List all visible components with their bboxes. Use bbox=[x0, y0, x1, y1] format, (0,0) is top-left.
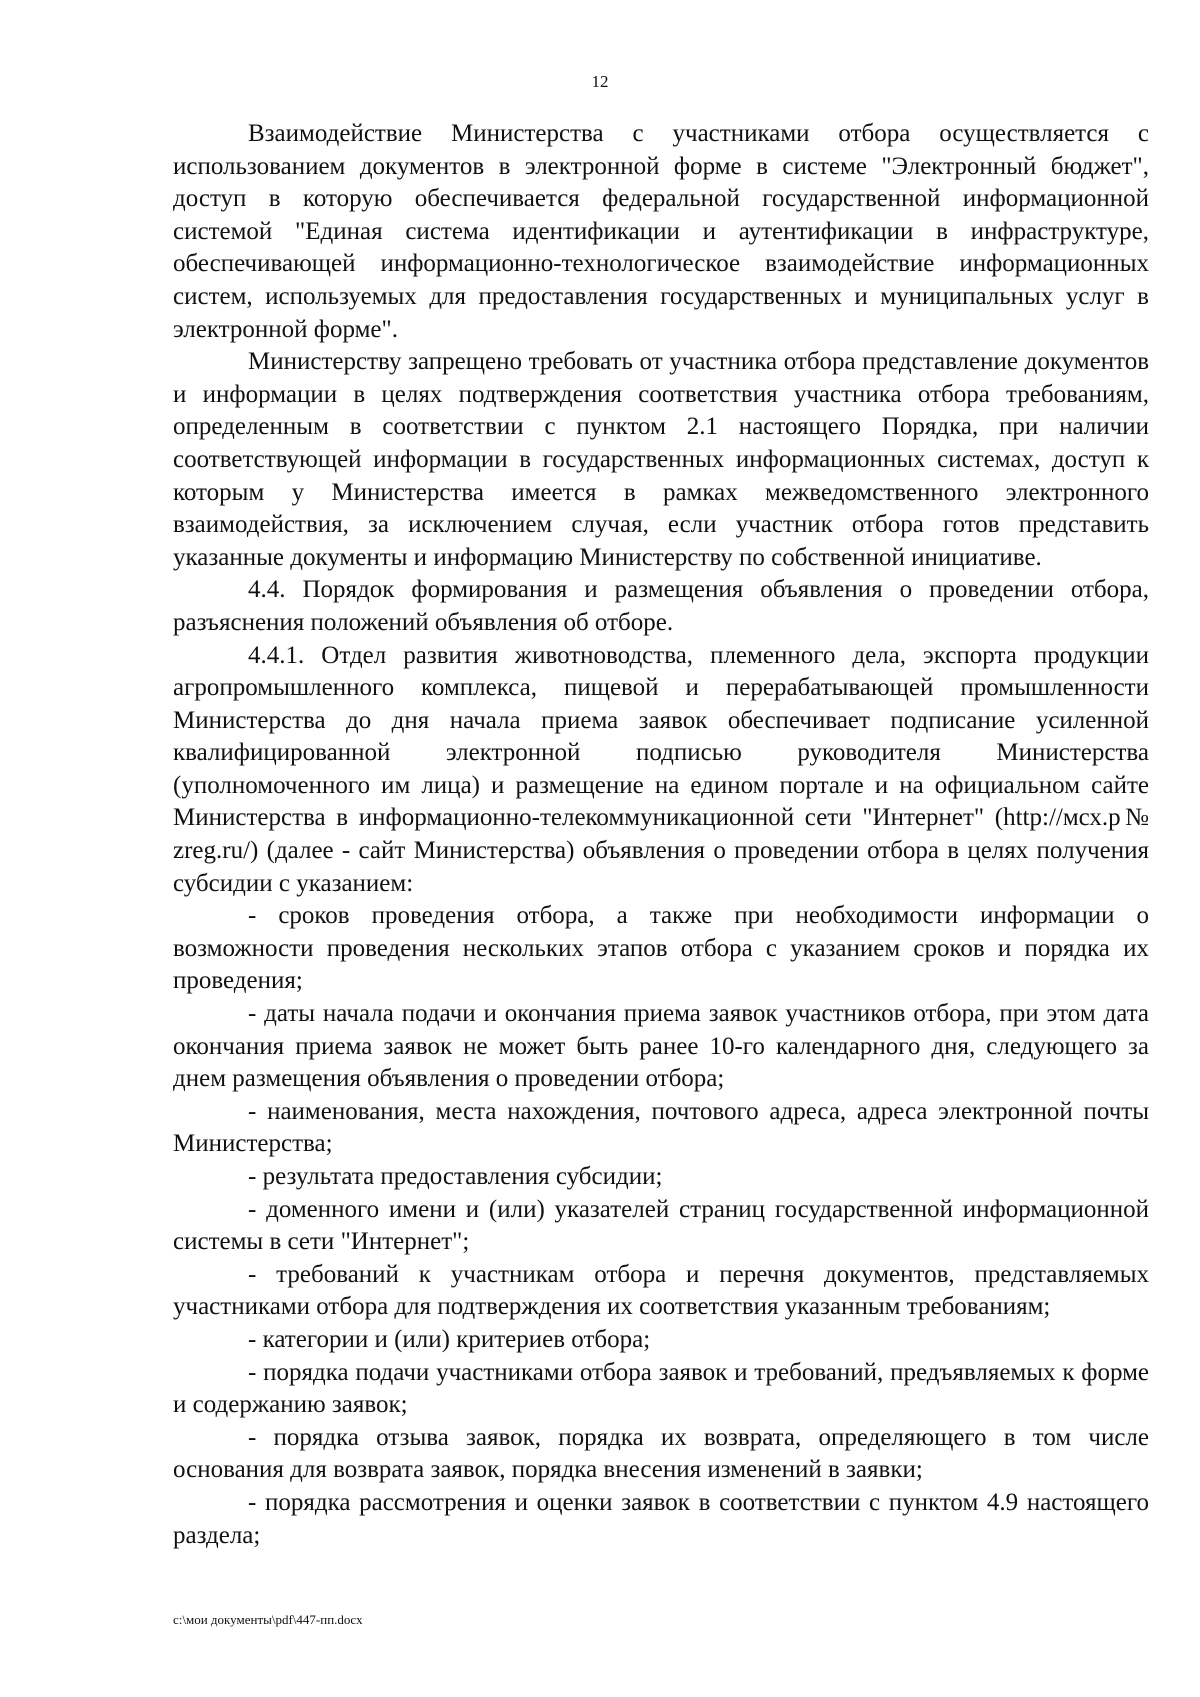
list-item: - даты начала подачи и окончания приема заявок участников отбора, при этом дата окончания приема заявок не может быть ранее 10-го календарного дня, следующего за днем размещения объявления о проведении отбора; bbox=[173, 1000, 1149, 1093]
document-body bbox=[173, 118, 1149, 1552]
list-item: - сроков проведения отбора, а также при необходимости информации о возможности проведения нескольких этапов отбора с указанием сроков и порядка их проведения; bbox=[173, 902, 1149, 995]
paragraph: 4.4. Порядок формирования и размещения объявления о проведении отбора, разъяснения положений объявления об отборе. bbox=[173, 576, 1149, 636]
list-item: - категории и (или) критериев отбора; bbox=[248, 1325, 651, 1353]
page-number: 12 bbox=[591, 72, 609, 91]
list-item: - требований к участникам отбора и перечня документов, представляемых участниками отбора для подтверждения их соответствия указанным требованиям; bbox=[173, 1260, 1149, 1321]
list-item: - наименования, места нахождения, почтового адреса, адреса электронной почты Министерства; bbox=[173, 1097, 1149, 1158]
list-item: - порядка рассмотрения и оценки заявок в соответствии с пунктом 4.9 настоящего раздела; bbox=[173, 1488, 1149, 1549]
paragraph: 4.4.1. Отдел развития животноводства, племенного дела, экспорта продукции агропромышленного комплекса, пищевой и перерабатывающей промышленности Министерства до дня начала приема заявок обеспечивает подписание усиленной квалифицированной электронной подписью руководителя Министерства (уполномоченного им лица) и размещение на едином портале и на официальном сайте Министерства в информационно-телекоммуникационной сети "Интернет" (http://мсх.р№ zreg.ru/) (далее - сайт Министерства) объявления о проведении отбора в целях получения субсидии с указанием: bbox=[173, 641, 1149, 897]
footer-file-path: c:\мои документы\pdf\447-пп.docx bbox=[173, 1612, 363, 1627]
paragraph: Министерству запрещено требовать от участника отбора представление документов и информации в целях подтверждения соответствия участника отбора требованиям, определенным в соответствии с пунктом 2.1 настоящего Порядка, при наличии соответствующей информации в государственных информационных системах, доступ к которым у Министерства имеется в рамках межведомственного электронного взаимодействия, за исключением случая, если участник отбора готов представить указанные документы и информацию Министерству по собственной инициативе. bbox=[173, 348, 1149, 571]
paragraph: Взаимодействие Министерства с участниками отбора осуществляется с использованием документов в электронной форме в системе "Электронный бюджет", доступ в которую обеспечивается федеральной государственной информационной системой "Единая система идентификации и аутентификации в инфраструктуре, обеспечивающей информационно-технологическое взаимодействие информационных систем, используемых для предоставления государственных и муниципальных услуг в электронной форме". bbox=[173, 120, 1149, 343]
list-item: - порядка отзыва заявок, порядка их возврата, определяющего в том числе основания для возврата заявок, порядка внесения изменений в заявки; bbox=[173, 1423, 1149, 1484]
list-item: - доменного имени и (или) указателей страниц государственной информационной системы в сети "Интернет"; bbox=[173, 1195, 1149, 1256]
list-item: - порядка подачи участниками отбора заявок и требований, предъявляемых к форме и содержанию заявок; bbox=[173, 1358, 1149, 1419]
list-item: - результата предоставления субсидии; bbox=[248, 1163, 663, 1190]
